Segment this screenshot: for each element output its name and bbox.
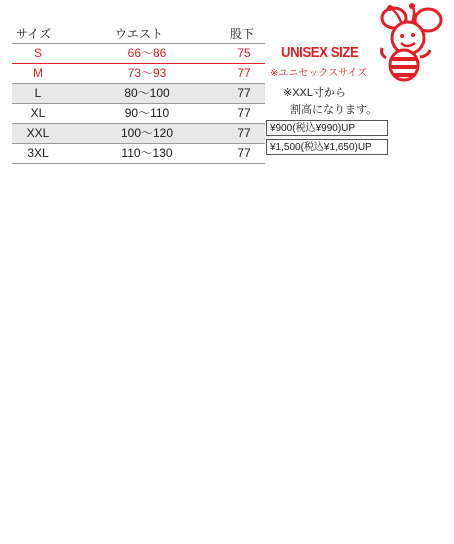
table-row-l xyxy=(12,84,265,103)
price-surcharge-3xl: ¥1,500(税込¥1,650)UP xyxy=(266,139,388,155)
cell-size: XL xyxy=(30,106,46,120)
cell-size: M xyxy=(33,66,43,80)
bee-mascot-icon xyxy=(372,2,444,84)
unisex-size-subtitle: ※ユニセックスサイズ xyxy=(270,68,368,79)
cell-size: XXL xyxy=(26,126,50,140)
cell-waist: 66〜86 xyxy=(127,46,167,60)
table-row-3xl xyxy=(12,144,265,163)
cell-inseam: 77 xyxy=(237,106,251,120)
cell-waist: 73〜93 xyxy=(127,66,167,80)
cell-size: S xyxy=(33,46,42,60)
table-bottom-rule xyxy=(12,163,265,164)
price-surcharge-xxl: ¥900(税込¥990)UP xyxy=(266,120,388,136)
cell-inseam: 77 xyxy=(237,66,251,80)
table-row-m xyxy=(12,64,265,83)
cell-size: 3XL xyxy=(27,146,49,160)
cell-waist: 110〜130 xyxy=(121,146,173,160)
cell-size: L xyxy=(34,86,42,100)
header-size: サイズ xyxy=(16,27,52,41)
cell-inseam: 77 xyxy=(237,126,251,140)
surcharge-note-line1: ※XXL寸から xyxy=(283,87,347,99)
cell-waist: 80〜100 xyxy=(124,86,170,100)
surcharge-note-line2: 割高になります。 xyxy=(290,104,378,116)
cell-inseam: 77 xyxy=(237,146,251,160)
cell-waist: 90〜110 xyxy=(124,106,170,120)
header-inseam: 股下 xyxy=(230,27,255,41)
cell-inseam: 77 xyxy=(237,86,251,100)
cell-inseam: 75 xyxy=(237,46,251,60)
unisex-size-title: UNISEX SIZE xyxy=(281,44,359,61)
table-row-s xyxy=(12,44,265,63)
table-row-xxl xyxy=(12,124,265,143)
header-waist: ウエスト xyxy=(115,27,164,41)
cell-waist: 100〜120 xyxy=(120,126,174,140)
table-row-xl xyxy=(12,104,265,123)
